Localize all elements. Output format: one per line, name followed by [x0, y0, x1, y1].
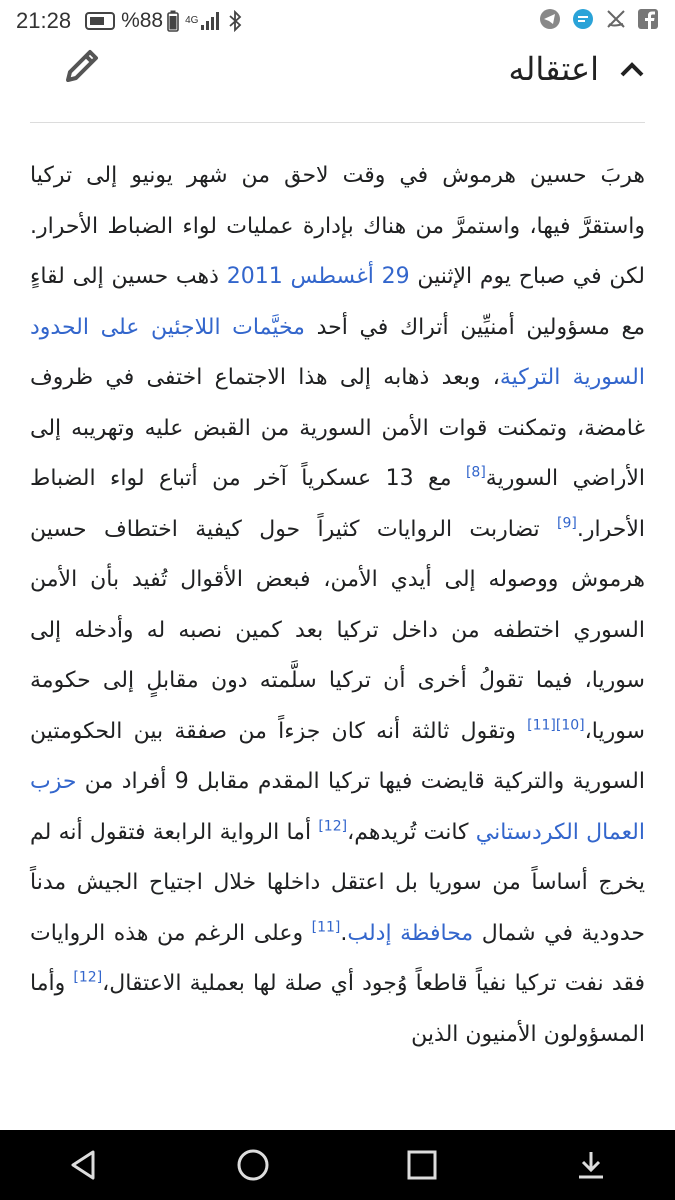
article-text: هربَ حسين هرموش في وقت لاحق من شهر يونيو إلى تركيا واستقرَّ فيها، واستمرَّ من هناك بإدارة عمليات لواء الضباط الأحرار. لكن في صباح يوم الإثنين [30, 163, 645, 289]
reference-link[interactable]: [11] [311, 919, 341, 936]
notification-pull-icon[interactable] [551, 1135, 631, 1195]
reference-link[interactable]: [11] [527, 717, 556, 734]
article-text: مع 13 عسكرياً آخر من أتباع لواء الضباط الأحرار. [30, 466, 645, 542]
facebook-icon [637, 8, 659, 30]
section-header[interactable] [30, 44, 645, 123]
muted-call-icon [605, 8, 627, 30]
article-text: تضاربت الروايات كثيراً حول كيفية اختطاف حسين هرموش ووصوله إلى أيدي الأمن، فبعض الأقوال تُفيد بأن الأمن السوري اختطفه من داخل تركيا بعد كمين نصبه له وأدخله إلى سوريا، فيما تقولُ أخرى أن تركيا سلَّمته دون مقابلٍ إلى حكومة سوريا، [30, 516, 645, 744]
status-left-group [16, 8, 248, 34]
chevron-up-icon[interactable] [619, 60, 645, 78]
back-icon[interactable] [44, 1135, 124, 1195]
reference-link[interactable]: [12] [318, 818, 348, 835]
article-text: وعلى الرغم من هذه الروايات فقد نفت تركيا نفياً قاطعاً وُجود أي صلة لها بعملية الاعتقال، [30, 920, 646, 996]
article-text: كانت تُريدهم، [347, 819, 476, 845]
section-title: اعتقاله [508, 50, 599, 88]
battery-percent: %88 [121, 9, 164, 32]
recents-icon[interactable] [382, 1135, 462, 1195]
link-pkk[interactable]: حزب العمال الكردستاني [30, 769, 646, 845]
section-title-group[interactable] [509, 50, 645, 88]
link-date[interactable]: 29 أغسطس 2011 [226, 264, 410, 289]
reference-link[interactable]: [8] [465, 464, 486, 481]
navigation-bar [0, 1130, 675, 1200]
signal-icon [200, 11, 222, 31]
telegram-icon [539, 8, 561, 30]
network-type: 4G [185, 15, 199, 26]
article-text: ذهب حسين إلى لقاءٍ مع مسؤولين أمنيِّين أتراك في أحد [30, 264, 645, 340]
reference-link[interactable]: [9] [557, 515, 577, 532]
link-refugee-camps[interactable]: مخيَّمات اللاجئين على الحدود السورية التركية [30, 314, 646, 390]
chat-icon [571, 8, 595, 30]
article-text: وتقول ثالثة أنه كان جزءاً من صفقة بين الحكومتين السورية والتركية قايضت فيها تركيا المقدم مقابل 9 أفراد من [30, 718, 645, 794]
article-text: ، وبعد ذهابه إلى هذا الاجتماع اختفى في ظروف غامضة، وتمكنت قوات الأمن السورية من القبض عليه وتهريبه إلى الأراضي السورية [30, 365, 645, 491]
pencil-icon[interactable] [62, 46, 102, 90]
status-time: 21:28 [16, 8, 72, 33]
screen-icon [85, 10, 115, 32]
article-view[interactable] [0, 44, 675, 1130]
home-icon[interactable] [213, 1135, 293, 1195]
article-text: . [340, 920, 348, 946]
battery-icon [167, 10, 179, 32]
article-text: وأما المسؤولون الأمنيون الذين [30, 971, 645, 1047]
reference-link[interactable]: [10] [555, 717, 585, 734]
status-right-group [529, 8, 659, 30]
article-text: أما الرواية الرابعة فتقول أنه لم يخرج أساساً من سوريا بل اعتقل داخلها خلال اجتياح الجيش مدناً حدودية في شمال [30, 819, 645, 946]
link-idlib[interactable]: محافظة إدلب [347, 920, 474, 946]
status-bar [0, 0, 675, 44]
article-paragraph [30, 123, 645, 1060]
bluetooth-icon [228, 10, 242, 32]
reference-link[interactable]: [12] [73, 969, 103, 986]
